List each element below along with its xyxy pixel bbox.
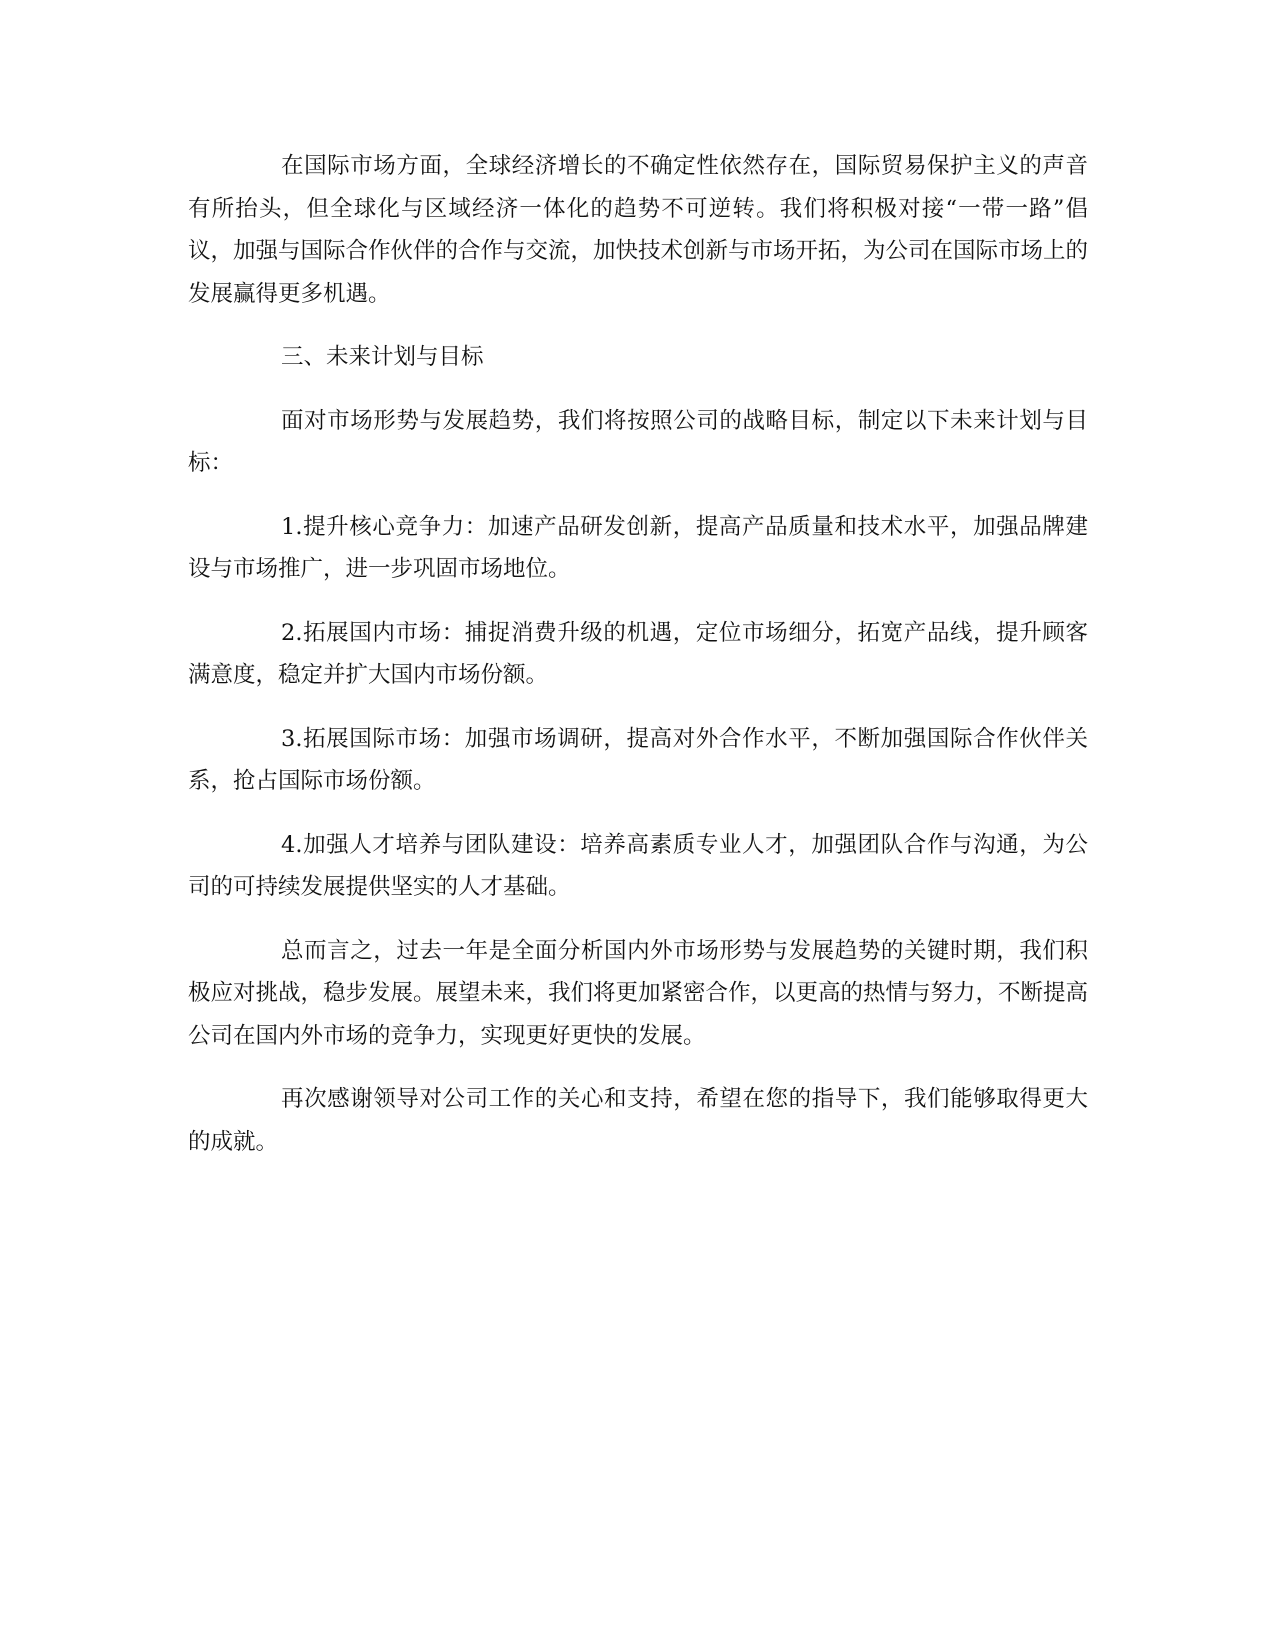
paragraph-plans-intro: 面对市场形势与发展趋势，我们将按照公司的战略目标，制定以下未来计划与目标： <box>188 407 1088 476</box>
section-heading-future-plans: 三、未来计划与目标 <box>281 344 484 370</box>
list-item-talent-team: 4.加强人才培养与团队建设：培养高素质专业人才，加强团队合作与沟通，为公司的可持续发展提供坚实的人才基础。 <box>188 831 1088 900</box>
paragraph-thanks: 再次感谢领导对公司工作的关心和支持，希望在您的指导下，我们能够取得更大的成就。 <box>188 1086 1088 1155</box>
document-body <box>188 145 1088 1184</box>
paragraph-international-market: 在国际市场方面，全球经济增长的不确定性依然存在，国际贸易保护主义的声音有所抬头，但全球化与区域经济一体化的趋势不可逆转。我们将积极对接“一带一路”倡议，加强与国际合作伙伴的合作与交流，加快技术创新与市场开拓，为公司在国际市场上的发展赢得更多机遇。 <box>188 153 1089 307</box>
list-item-domestic-market: 2.拓展国内市场：捕捉消费升级的机遇，定位市场细分，拓宽产品线，提升顾客满意度，稳定并扩大国内市场份额。 <box>188 619 1088 688</box>
list-item-international-market: 3.拓展国际市场：加强市场调研，提高对外合作水平，不断加强国际合作伙伴关系，抢占国际市场份额。 <box>188 725 1088 794</box>
list-item-core-competitiveness: 1.提升核心竞争力：加速产品研发创新，提高产品质量和技术水平，加强品牌建设与市场推广，进一步巩固市场地位。 <box>188 513 1088 582</box>
paragraph-summary: 总而言之，过去一年是全面分析国内外市场形势与发展趋势的关键时期，我们积极应对挑战，稳步发展。展望未来，我们将更加紧密合作，以更高的热情与努力，不断提高公司在国内外市场的竞争力，实现更好更快的发展。 <box>188 937 1089 1049</box>
